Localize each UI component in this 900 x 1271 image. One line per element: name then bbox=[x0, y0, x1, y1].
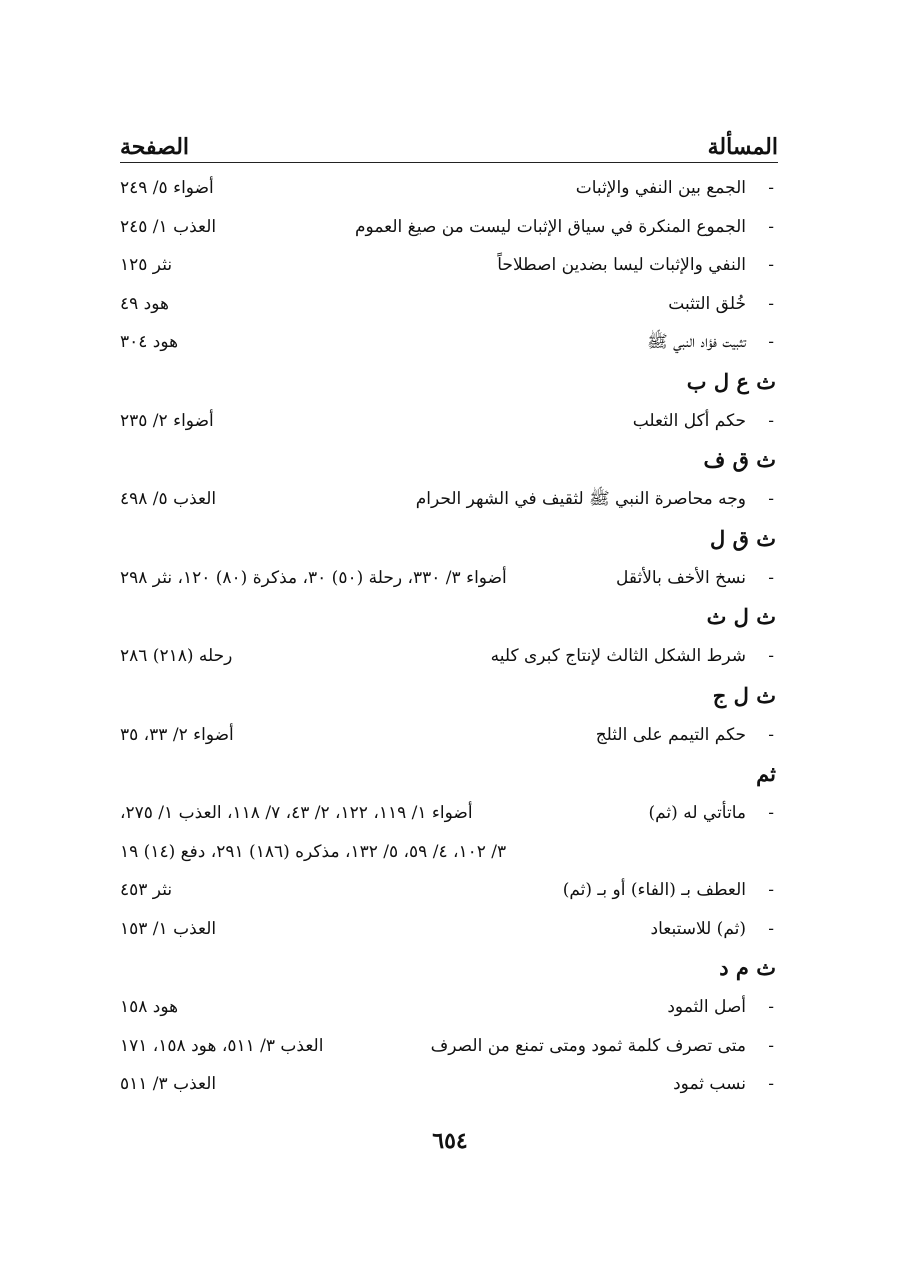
index-entry bbox=[120, 794, 778, 833]
entry-topic: الجموع المنكرة في سياق الإثبات ليست من صيغ العموم bbox=[355, 216, 746, 237]
index-entry bbox=[120, 323, 778, 362]
root-heading: ث م د bbox=[719, 955, 776, 980]
entry-reference: هود ٣٠٤ bbox=[120, 332, 179, 352]
index-entry bbox=[120, 1065, 778, 1104]
index-entry bbox=[120, 988, 778, 1027]
entry-dash: - bbox=[768, 178, 774, 198]
index-entry bbox=[120, 402, 778, 441]
root-heading: ث ل ج bbox=[712, 682, 776, 708]
entry-dash: - bbox=[768, 216, 774, 237]
entry-dash: - bbox=[768, 646, 774, 666]
index-entry bbox=[120, 285, 778, 324]
column-title-page: الصفحة bbox=[120, 134, 190, 160]
entry-topic: الجمع بين النفي والإثبات bbox=[575, 178, 746, 198]
entry-topic: ماتأتي له (ثم) bbox=[648, 803, 746, 823]
entry-reference: أضواء ٢/ ٣٣، ٣٥ bbox=[120, 724, 234, 745]
entry-topic: حكم أكل الثعلب bbox=[632, 410, 746, 431]
root-heading: ث ل ث bbox=[706, 604, 776, 629]
index-entry-continuation bbox=[120, 833, 778, 872]
index-entry bbox=[120, 716, 778, 755]
entry-reference: أضواء ١/ ١١٩، ١٢٢، ٢/ ٤٣، ٧/ ١١٨، العذب ١/ ٢٧٥، bbox=[120, 803, 473, 823]
entry-dash: - bbox=[768, 332, 774, 352]
entry-dash: - bbox=[768, 997, 774, 1017]
entry-dash: - bbox=[768, 1035, 774, 1056]
entry-topic: العطف بـ (الفاء) أو بـ (ثم) bbox=[562, 880, 746, 900]
entry-reference: العذب ١/ ٢٤٥ bbox=[120, 216, 217, 237]
entry-dash: - bbox=[768, 1074, 774, 1094]
index-entries bbox=[120, 169, 778, 1104]
index-entry bbox=[120, 480, 778, 519]
page-number: ٦٥٤ bbox=[432, 1128, 468, 1154]
entry-reference: أضواء ٢/ ٢٣٥ bbox=[120, 410, 214, 431]
entry-topic: نسب ثمود bbox=[673, 1074, 746, 1094]
entry-topic: (ثم) للاستبعاد bbox=[650, 918, 746, 939]
column-title-issue: المسألة bbox=[707, 134, 778, 160]
index-entry bbox=[120, 246, 778, 285]
entry-topic: تثبيت فؤاد النبي ﷺ bbox=[647, 332, 746, 352]
index-entry bbox=[120, 1027, 778, 1066]
entry-dash: - bbox=[768, 803, 774, 823]
root-heading: ث ق ف bbox=[703, 447, 776, 472]
index-entry bbox=[120, 871, 778, 910]
entry-topic: نسخ الأخف بالأثقل bbox=[615, 567, 746, 588]
entry-reference: العذب ٣/ ٥١١، هود ١٥٨، ١٧١ bbox=[120, 1035, 324, 1056]
entry-dash: - bbox=[768, 724, 774, 745]
entry-reference: هود ٤٩ bbox=[120, 293, 169, 314]
entry-dash: - bbox=[768, 410, 774, 431]
entry-dash: - bbox=[768, 918, 774, 939]
entry-dash: - bbox=[768, 255, 774, 275]
entry-dash: - bbox=[768, 567, 774, 588]
entry-topic: النفي والإثبات ليسا بضدين اصطلاحاً bbox=[497, 255, 746, 275]
entry-topic: أصل الثمود bbox=[667, 997, 746, 1017]
entry-reference: العذب ٣/ ٥١١ bbox=[120, 1074, 217, 1094]
entry-topic: خُلق التثبت bbox=[668, 293, 746, 314]
entry-dash: - bbox=[768, 880, 774, 900]
entry-topic: متى تصرف كلمة ثمود ومتى تمنع من الصرف bbox=[430, 1035, 746, 1056]
entry-reference: العذب ٥/ ٤٩٨ bbox=[120, 489, 217, 509]
entry-reference: رحله (٢١٨) ٢٨٦ bbox=[120, 646, 233, 666]
entry-reference: العذب ١/ ١٥٣ bbox=[120, 918, 217, 939]
entry-reference: نثر ٤٥٣ bbox=[120, 880, 173, 900]
entry-reference: نثر ١٢٥ bbox=[120, 255, 173, 275]
entry-topic: شرط الشكل الثالث لإنتاج كبرى كليه bbox=[490, 646, 746, 666]
root-heading: ثم bbox=[756, 761, 776, 786]
index-header bbox=[120, 122, 778, 163]
entry-topic: حكم التيمم على الثلج bbox=[595, 724, 746, 745]
index-entry bbox=[120, 169, 778, 208]
root-heading: ث ع ل ب bbox=[686, 368, 776, 394]
index-entry bbox=[120, 910, 778, 949]
index-entry bbox=[120, 559, 778, 598]
root-heading: ث ق ل bbox=[710, 525, 776, 551]
entry-topic: وجه محاصرة النبي ﷺ لثقيف في الشهر الحرام bbox=[415, 489, 746, 509]
entry-reference: أضواء ٣/ ٣٣٠، رحلة (٥٠) ٣٠، مذكرة (٨٠) ١٢٠، نثر ٢٩٨ bbox=[120, 567, 507, 588]
entry-dash: - bbox=[768, 489, 774, 509]
entry-dash: - bbox=[768, 293, 774, 314]
entry-reference: أضواء ٥/ ٢٤٩ bbox=[120, 178, 214, 198]
entry-reference: هود ١٥٨ bbox=[120, 997, 179, 1017]
index-page bbox=[120, 122, 778, 1104]
index-entry bbox=[120, 637, 778, 676]
entry-reference: ٣/ ١٠٢، ٤/ ٥٩، ٥/ ١٣٢، مذكره (١٨٦) ٢٩١، دفع (١٤) ١٩ bbox=[120, 841, 507, 862]
index-entry bbox=[120, 208, 778, 247]
